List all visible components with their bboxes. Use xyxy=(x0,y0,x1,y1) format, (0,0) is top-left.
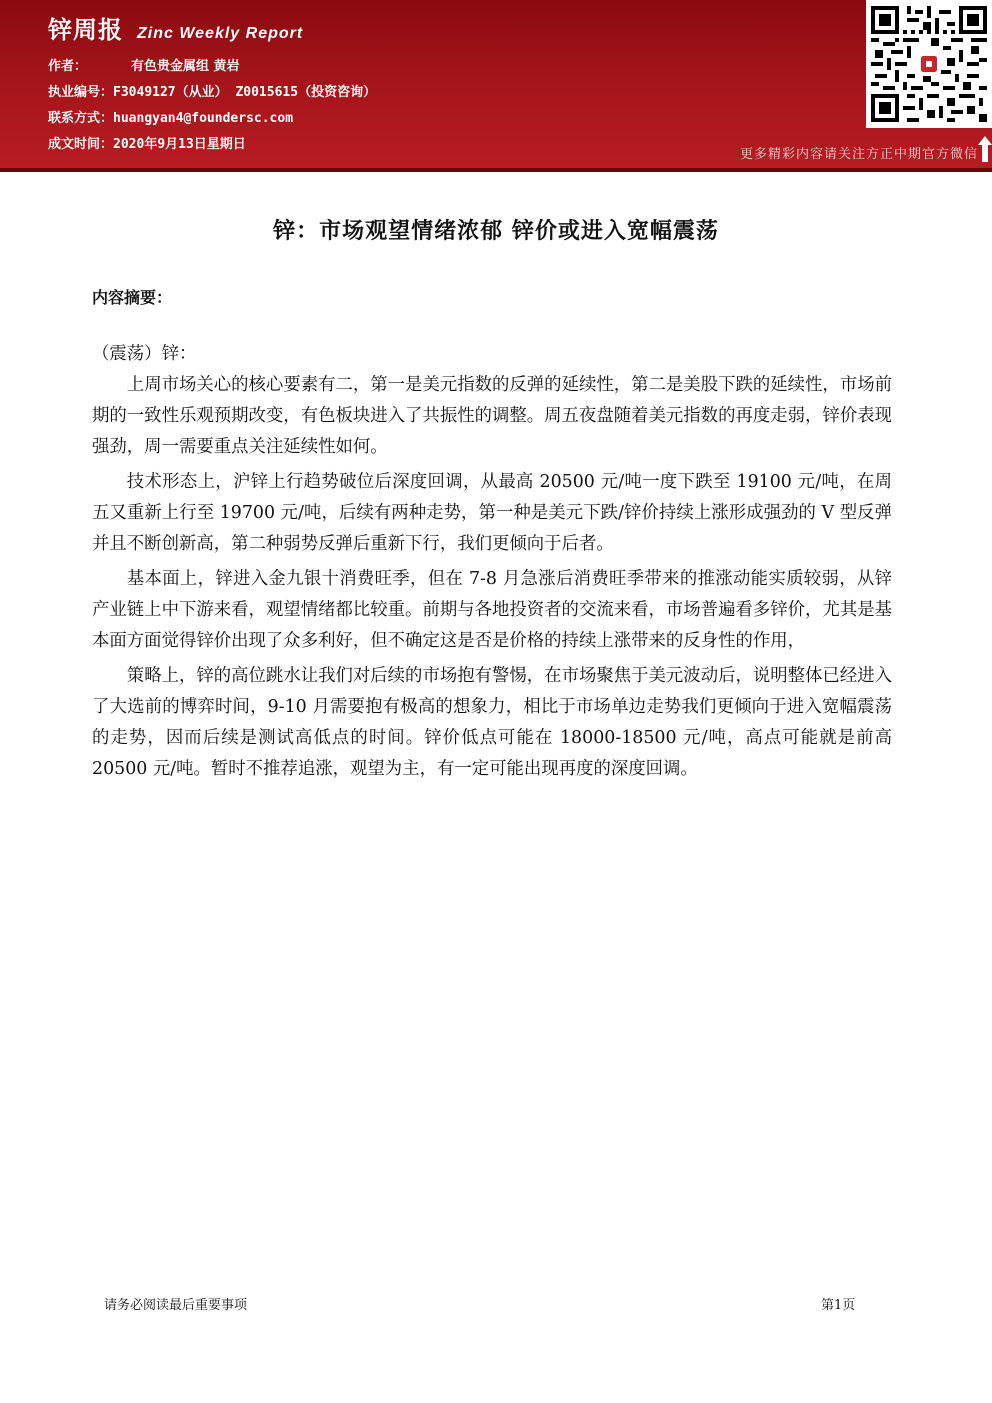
contact-email[interactable]: huangyan4@foundersc.com xyxy=(113,111,294,126)
paragraph: 技术形态上，沪锌上行趋势破位后深度回调，从最高 20500 元/吨一度下跌至 19100 元/吨，在周五又重新上行至 19700 元/吨，后续有两种走势，第一种是美元下跌/锌价持续上涨形成强劲的 V 型反弹并且不断创新高，第二种弱势反弹后重新下行，我们更倾向于后者。 xyxy=(92,472,892,554)
report-title xyxy=(48,10,303,45)
banner-rule xyxy=(0,168,992,172)
report-title-cn: 锌周报 xyxy=(48,16,123,44)
header-banner xyxy=(0,0,992,172)
paragraph: 基本面上，锌进入金九银十消费旺季，但在 7-8 月急涨后消费旺季带来的推涨动能实质较弱，从锌产业链上中下游来看，观望情绪都比较重。前期与各地投资者的交流来看，市场普遍看多锌价，尤其是基本面方面觉得锌价出现了众多利好，但不确定这是否是价格的持续上涨带来的反身性的作用， xyxy=(92,569,892,651)
footer-notice: 请务必阅读最后重要事项 xyxy=(104,1298,248,1313)
author-value: 有色贵金属组 黄岩 xyxy=(131,59,240,74)
summary-body xyxy=(92,339,892,789)
document-title: 锌：市场观望情绪浓郁 锌价或进入宽幅震荡 xyxy=(273,219,719,244)
qr-code-icon xyxy=(871,6,987,122)
arrow-up-icon xyxy=(978,136,992,162)
paragraph: 策略上，锌的高位跳水让我们对后续的市场抱有警惕，在市场聚焦于美元波动后，说明整体已经进入了大选前的博弈时间，9-10 月需要抱有极高的想象力，相比于市场单边走势我们更倾向于进入宽幅震荡的走势，因而后续是测试高低点的时间。锌价低点可能在 18000-18500 元/吨，高点可能就是前高 20500 元/吨。暂时不推荐追涨，观望为主，有一定可能出现再度的深度回调。 xyxy=(92,666,892,779)
wechat-slogan: 更多精彩内容请关注方正中期官方微信 xyxy=(739,147,978,162)
author-label: 作者： xyxy=(48,59,88,74)
contact-line xyxy=(48,107,293,126)
license-line xyxy=(48,81,376,100)
summary-heading: 内容摘要： xyxy=(92,288,173,307)
paragraph: 上周市场关心的核心要素有二，第一是美元指数的反弹的延续性，第二是美股下跌的延续性，市场前期的一致性乐观预期改变，有色板块进入了共振性的调整。周五夜盘随着美元指数的再度走弱，锌价表现强劲，周一需要重点关注延续性如何。 xyxy=(92,375,892,457)
contact-label: 联系方式： xyxy=(48,111,114,126)
report-title-en: Zinc Weekly Report xyxy=(137,25,304,42)
wechat-qr-code xyxy=(866,0,992,128)
page-number: 第1页 xyxy=(821,1298,856,1313)
author-line xyxy=(48,55,240,74)
license-value: F3049127（从业） Z0015615（投资咨询） xyxy=(113,85,377,100)
date-line xyxy=(48,133,246,152)
date-value: 2020年9月13日星期日 xyxy=(113,137,246,152)
date-label: 成文时间： xyxy=(48,137,114,152)
section-label: （震荡）锌： xyxy=(92,344,197,364)
license-label: 执业编号： xyxy=(48,85,114,100)
